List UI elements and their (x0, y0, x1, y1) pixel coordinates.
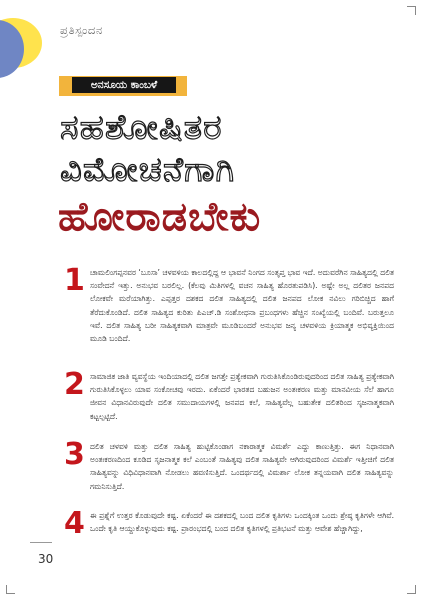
answer-paragraph-2 (64, 367, 395, 423)
paragraph-text: ಈ ಪ್ರಶ್ನೆಗೆ ಉತ್ತರ ಕೊಡುವುದೇ ಕಷ್ಟ. ಏಕೆಂದರೆ ಈ ದಶಕದಲ್ಲಿ ಬಂದ ದಲಿತ ಕೃತಿಗಳು ಒಂದಕ್ಕಿಂತ ಒಂದು ಶ್ರೇಷ್ಠ ಕೃತಿಗಳೇ ಆಗಿವೆ. ಒಂದೇ ಕೃತಿ ಆಯ್ದುಕೊಳ್ಳುವುದು ಕಷ್ಟ. ಪ್ರಾರಂಭದಲ್ಲಿ ಬಂದ ದಲಿತ ಕೃತಿಗಳಲ್ಲಿ ಪ್ರತಿಭಟನೆ ಮತ್ತು ಆವೇಶ ಹೆಚ್ಚಾಗಿದ್ದು, (90, 511, 394, 534)
headline-line-3: ಹೋರಾಡಬೇಕು (58, 194, 262, 240)
section-label: ಪ್ರತಿಸ್ಪಂದನ (60, 23, 103, 37)
paragraph-text: ದಲಿತ ಚಳವಳಿ ಮತ್ತು ದಲಿತ ಸಾಹಿತ್ಯ ಹುಟ್ಟಿಕೊಂಡಾಗ ನಕಾರಾತ್ಮಕ ವಿಮರ್ಶೆ ಎದ್ದು ಕಾಣುತ್ತಿತ್ತು. ಈಗ ನಿಧಾನವಾಗಿ ಅಂತಃಕರಣದಿಂದ ಕೂಡಿದ ಸೃಜನಾತ್ಮಕ ಕಲೆ ಎಂಬಂತೆ ಸಾಹಿತ್ಯವು ದಲಿತ ಸಾಹಿತ್ಯವೇ ಆಗಿರುವುದರಿಂದ ವಿಮರ್ಶೆ ಇತ್ತೀಚಿಗೆ ದಲಿತ ಸಾಹಿತ್ಯವನ್ನು ವಿಧಿವಿಧಾನವಾಗಿ ನೋಡಲು ಹವಣಿಸುತ್ತಿದೆ. ಒಂದರ್ಥದಲ್ಲಿ ವಿಮರ್ಶಾ ಲೋಕ ತನ್ನಯವಾಗಿ ದಲಿತ ಸಾಹಿತ್ಯವನ್ನು ಗಮನಿಸುತ್ತಿದೆ. (90, 442, 394, 491)
paragraph-number: 1 (64, 263, 85, 298)
paragraph-number: 4 (64, 506, 85, 541)
paragraph-text: ಸಾಮಾಜಿಕ ಜಾತಿ ವ್ಯವಸ್ಥೆಯ ಇಂದಿಯಾದಲ್ಲಿ ದಲಿತ ಜಗತ್ತೇ ಪ್ರತ್ಯೇಕವಾಗಿ ಗುರುತಿಸಿಕೊಂಡಿರುವುದರಿಂದ ದಲಿತ ಸಾಹಿತ್ಯ ಪ್ರತ್ಯೇಕವಾಗಿ ಗುರುತಿಸಿಕೊಳ್ಳಲು ಯಾವ ಸಂಕೋಚವು ಇರದು. ಏಕೆಂದರೆ ಭಾರತದ ಬಹುಜನ ಅಂತಃಕರಣ ಮತ್ತು ಮಾನವೀಯ ಸೆಲೆ ಹಾಗೂ ಜೀವನ ವಿಧಾನವಿರುವುದೇ ದಲಿತ ಸಮುದಾಯಗಳಲ್ಲಿ ಜನಪದ ಕಲೆ, ಸಾಹಿತ್ಯವೆಲ್ಲ ಬಹುತೇಕ ದಲಿತರಿಂದ ಸೃಜನಾತ್ಮಕವಾಗಿ ಕಟ್ಟಲ್ಪಟ್ಟಿದೆ. (90, 372, 395, 421)
page-number: 30 (38, 552, 54, 566)
answer-paragraph-3 (64, 437, 394, 493)
footer-divider (30, 542, 52, 543)
crop-mark-bottom-left (6, 585, 15, 594)
crop-mark-top-right (407, 6, 416, 15)
headline-line-2: ವಿಮೋಚನೆಗಾಗಿ (60, 150, 236, 190)
answer-paragraph-1 (64, 263, 394, 345)
paragraph-text: ಚಾಮಲಿಂಗಪ್ಪನವರ ‘ಬೂಸಾ’ ಚಳವಳಿಯ ಕಾಲದಲ್ಲಿದ್ದ ಆ ಭಾವನೆ ನಿಂಗದ ಸಂತೃಪ್ತ ಭಾವ ಇದೆ. ಅದುವರೆಗಿನ ಸಾಹಿತ್ಯದಲ್ಲಿ ದಲಿತ ಸಂವೇದನೆ ಇತ್ತು. ಅನುಭವ ಬರಲಿಲ್ಲ. (ಕೆಲವು ಮಿತಿಗಳಲ್ಲಿ ವಚನ ಸಾಹಿತ್ಯ ಹೊರತುಪಡಿಸಿ). ಅಷ್ಟೇ ಅಲ್ಲ ದಲಿತರ ಜನಪದ ಲೋಕವೇ ಮರೆಯಾಗಿತ್ತು. ಎಪ್ಪತ್ತರ ದಶಕದ ದಲಿತ ಸಾಹಿತ್ಯದಲ್ಲಿ ದಲಿತ ಜನಪದ ಲೋಕ ನವಿಲು ಗರಿಬಿಚ್ಚಿದ ಹಾಗೆ ತೆರೆದುಕೊಂಡಿದೆ. ದಲಿತ ಸಾಹಿತ್ಯದ ಕುರಿತು ಪಿಎಚ್‌.ಡಿ ಸಂಶೋಧನಾ ಪ್ರಬಂಧಗಳು ಹೆಚ್ಚಿನ ಸಂಖ್ಯೆಯಲ್ಲಿ ಬಂದಿವೆ. ಬರುತ್ತಲೂ ಇವೆ. ದಲಿತ ಸಾಹಿತ್ಯ ಬರೀ ಸಾಹಿತ್ಯಕವಾಗಿ ಮಾತ್ರವೇ ಮೂಡಿಬಂದರೆ ಅನುಭವ ಜನ್ಯ ಚಳವಳಿಯ ಕ್ರಿಯಾತ್ಮಕ ಅಭಿವ್ಯಕ್ತಿಯಿಂದ ಮೂಡಿ ಬಂದಿದೆ. (90, 268, 394, 344)
headline-line-1: ಸಹಶೋಷಿತರ (60, 108, 223, 148)
paragraph-number: 2 (64, 367, 85, 402)
paragraph-number: 3 (64, 437, 85, 472)
answer-paragraph-4 (64, 506, 394, 541)
crop-mark-bottom-right (407, 585, 416, 594)
author-name: ಅನಸೂಯ ಕಾಂಬಳೆ (72, 77, 176, 93)
